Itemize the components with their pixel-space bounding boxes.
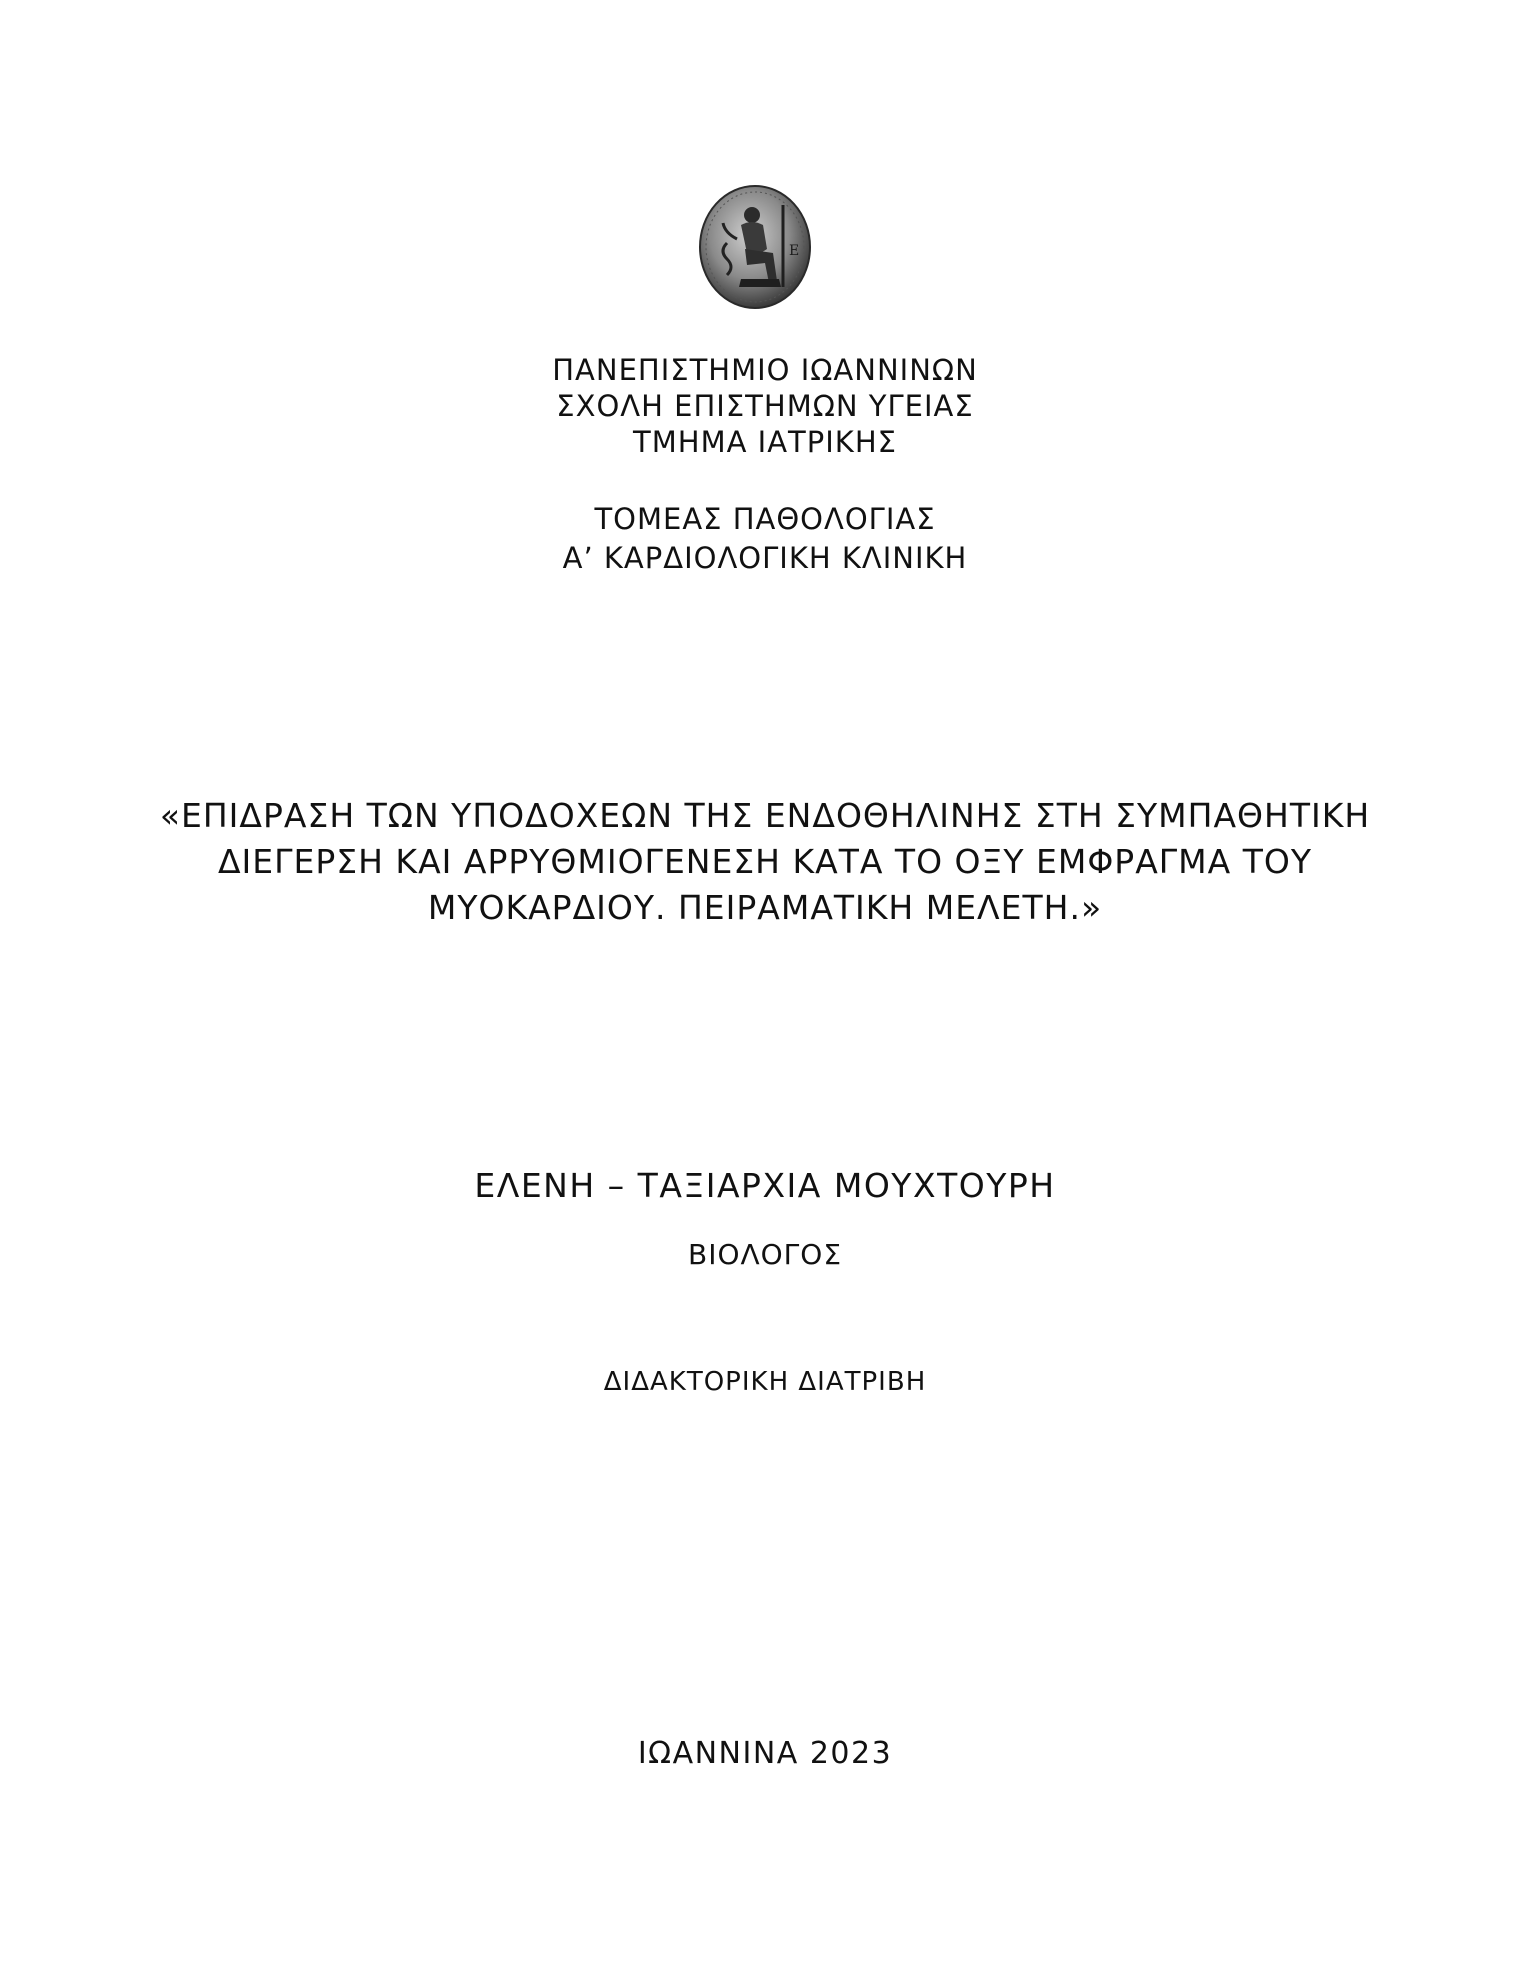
seal-letter: Ε xyxy=(789,243,800,259)
thesis-title-line: ΜΥΟΚΑΡΔΙΟΥ. ΠΕΙΡΑΜΑΤΙΚΗ ΜΕΛΕΤΗ.» xyxy=(427,888,1103,927)
university-seal-icon xyxy=(697,183,813,311)
department-name: ΤΜΗΜΑ ΙΑΤΡΙΚΗΣ xyxy=(633,425,897,459)
clinic-name: Α’ ΚΑΡΔΙΟΛΟΓΙΚΗ ΚΛΙΝΙΚΗ xyxy=(562,541,968,575)
thesis-title-line: ΔΙΕΓΕΡΣΗ ΚΑΙ ΑΡΡΥΘΜΙΟΓΕΝΕΣΗ ΚΑΤΑ ΤΟ ΟΞΥ ΕΜΦΡΑΓΜΑ ΤΟΥ xyxy=(217,842,1312,881)
thesis-title xyxy=(0,793,1530,931)
sector-name: ΤΟΜΕΑΣ ΠΑΘΟΛΟΓΙΑΣ xyxy=(594,502,936,536)
author-name: ΕΛΕΝΗ – ΤΑΞΙΑΡΧΙΑ ΜΟΥΧΤΟΥΡΗ xyxy=(474,1166,1056,1205)
school-name: ΣΧΟΛΗ ΕΠΙΣΤΗΜΩΝ ΥΓΕΙΑΣ xyxy=(556,389,974,423)
thesis-title-line: «ΕΠΙΔΡΑΣΗ ΤΩΝ ΥΠΟΔΟΧΕΩΝ ΤΗΣ ΕΝΔΟΘΗΛΙΝΗΣ ΣΤΗ ΣΥΜΠΑΘΗΤΙΚΗ xyxy=(159,796,1371,835)
division-block xyxy=(0,500,1530,578)
document-type: ΔΙΔΑΚΤΟΡΙΚΗ ΔΙΑΤΡΙΒΗ xyxy=(603,1367,927,1397)
university-name: ΠΑΝΕΠΙΣΤΗΜΙΟ ΙΩΑΝΝΙΝΩΝ xyxy=(552,353,978,387)
institution-block xyxy=(0,352,1530,460)
place-year: ΙΩΑΝΝΙΝΑ 2023 xyxy=(637,1736,893,1771)
author-profession: ΒΙΟΛΟΓΟΣ xyxy=(687,1238,843,1271)
